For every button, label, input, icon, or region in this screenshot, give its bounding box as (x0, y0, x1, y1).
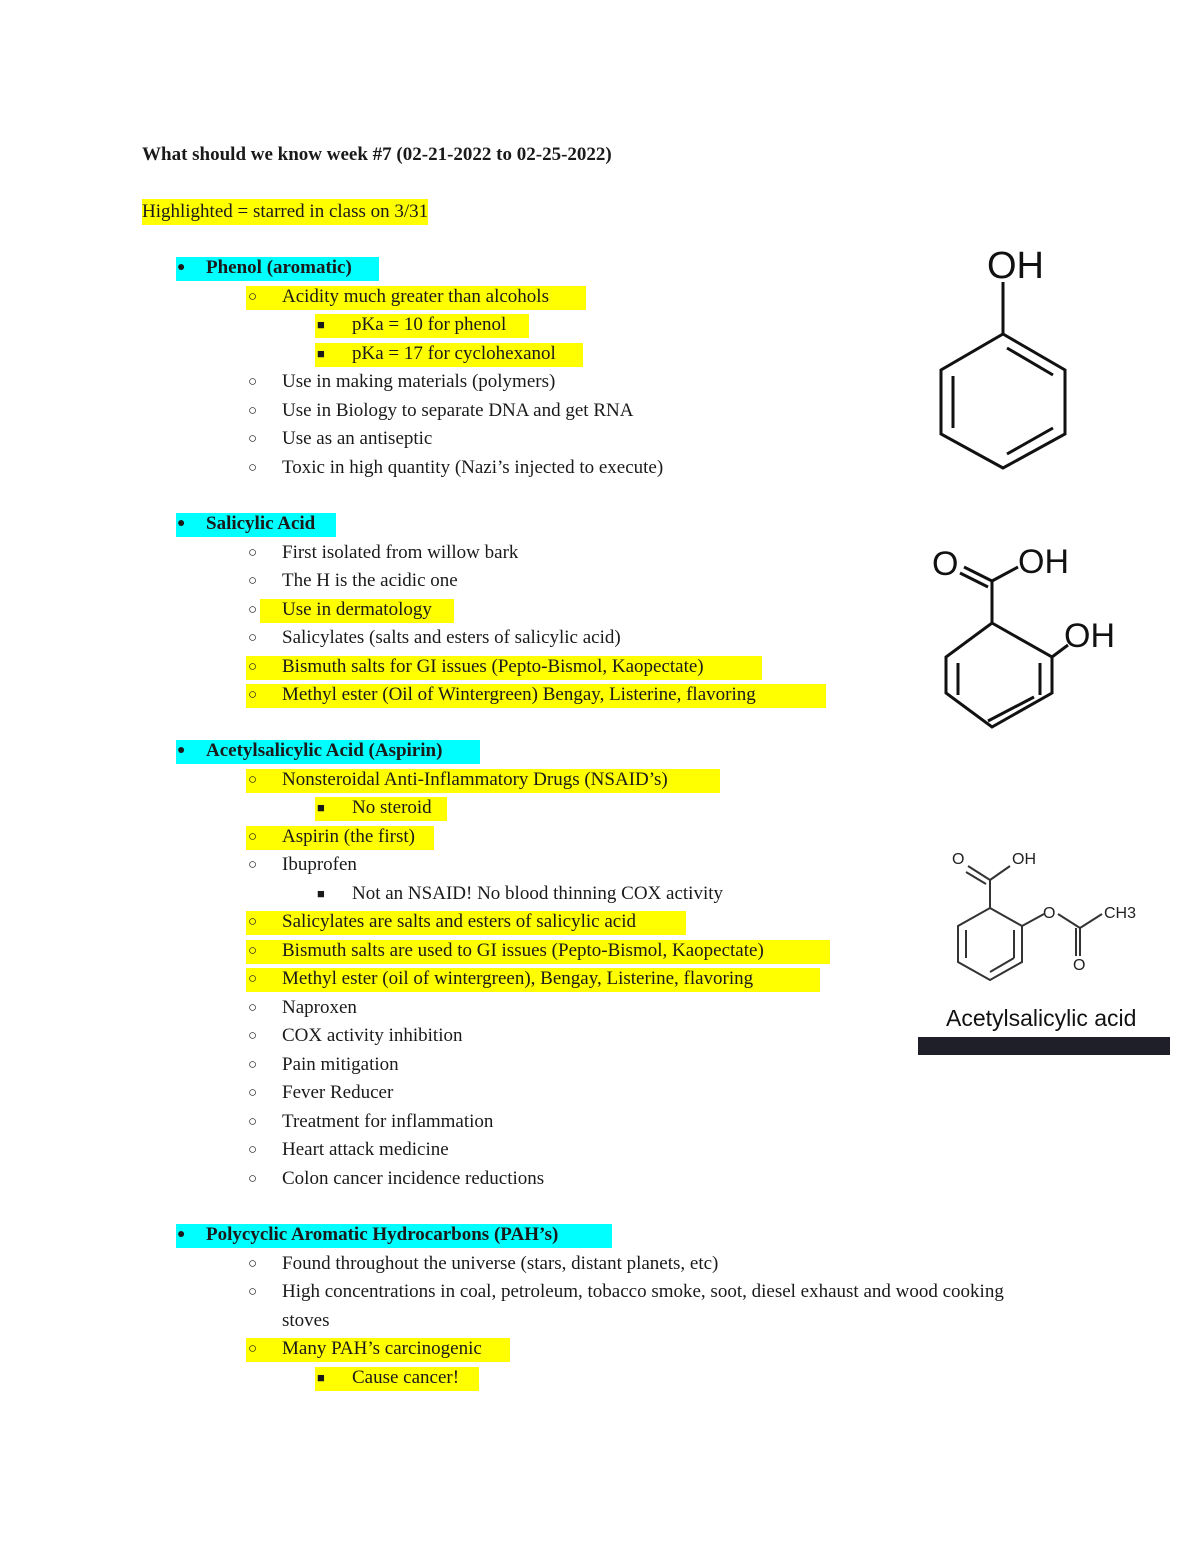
oh-label: OH (1012, 851, 1036, 868)
circle-bullet-icon: ○ (248, 857, 258, 873)
circle-bullet-icon: ○ (248, 1113, 258, 1130)
o-label: O (1043, 905, 1056, 922)
circle-bullet-icon: ○ (248, 914, 258, 930)
square-bullet-icon: ■ (317, 885, 325, 901)
circle-bullet-icon: ○ (248, 374, 258, 390)
document-title: What should we know week #7 (02-21-2022 to 02-25-2022) (142, 144, 612, 165)
circle-bullet-icon: ○ (248, 601, 258, 618)
circle-bullet-icon: ○ (248, 971, 258, 987)
ch3-label: CH3 (1104, 905, 1137, 922)
circle-bullet-icon: ○ (248, 828, 258, 845)
circle-bullet-icon: ○ (248, 687, 258, 703)
oh-label: OH (1064, 617, 1115, 655)
oh-label: OH (1018, 543, 1069, 581)
circle-bullet-icon: ○ (248, 771, 258, 788)
circle-bullet-icon: ○ (248, 1056, 258, 1073)
circle-bullet-icon: ○ (248, 1255, 258, 1272)
circle-bullet-icon: ○ (248, 431, 258, 447)
watermark-bar (918, 1037, 1170, 1055)
circle-bullet-icon: ○ (248, 658, 258, 675)
phenol-structure-figure (925, 238, 1085, 478)
oh-label: OH (987, 245, 1044, 287)
highlight-note: Highlighted = starred in class on 3/31 (142, 199, 428, 225)
bullet-dot-icon: ● (177, 260, 186, 275)
figure-caption: Acetylsalicylic acid (946, 1005, 1137, 1031)
square-bullet-icon: ■ (317, 345, 325, 361)
o-label: O (1073, 957, 1086, 974)
salicylic-acid-structure-figure (930, 535, 1130, 740)
circle-bullet-icon: ○ (248, 1170, 258, 1187)
o-label: O (952, 851, 965, 868)
square-bullet-icon: ■ (317, 800, 325, 815)
circle-bullet-icon: ○ (248, 1284, 258, 1300)
circle-bullet-icon: ○ (248, 459, 258, 476)
bullet-dot-icon: ● (177, 1227, 186, 1242)
square-bullet-icon: ■ (317, 317, 325, 332)
aspirin-structure-figure (918, 842, 1170, 1057)
circle-bullet-icon: ○ (248, 402, 258, 419)
circle-bullet-icon: ○ (248, 1341, 258, 1357)
circle-bullet-icon: ○ (248, 1085, 258, 1101)
square-bullet-icon: ■ (317, 1369, 325, 1385)
circle-bullet-icon: ○ (248, 999, 258, 1016)
circle-bullet-icon: ○ (248, 573, 258, 589)
bullet-dot-icon: ● (177, 516, 186, 531)
o-label: O (932, 545, 959, 583)
circle-bullet-icon: ○ (248, 1142, 258, 1158)
circle-bullet-icon: ○ (248, 1028, 258, 1044)
circle-bullet-icon: ○ (248, 544, 258, 561)
circle-bullet-icon: ○ (248, 288, 258, 305)
circle-bullet-icon: ○ (248, 942, 258, 959)
bullet-dot-icon: ● (177, 743, 186, 758)
circle-bullet-icon: ○ (248, 630, 258, 646)
